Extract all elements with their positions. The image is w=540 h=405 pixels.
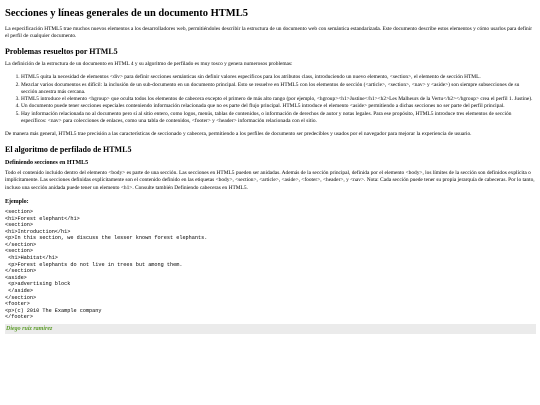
- footer-author: Diego ruiz ramirez: [5, 324, 536, 334]
- list-item: 2. Mezclar varios documentos es difícil: la inclusión de un sub-documento en un documento principal. Esto se resuelve en HTML5 con los elementos de sección (<article>, <section>, <nav> y <aside>) son siempre subsecciones de su sección ancestra más cercana.: [21, 82, 536, 97]
- section-heading-problems: Problemas resueltos por HTML5: [5, 46, 118, 56]
- defining-sections-paragraph: Todo el contenido incluido dentro del elemento <body> es parte de una sección. Las secciones en HTML5 pueden ser anidadas. Además de la sección principal, definida por el elemento <body>, los límites de la sección son definidos explícita o implícitamente. Las secciones definidas explícitamente son el contenido definido en las etiquetas <body>, <section>, <article>, <aside>, <footer>, <header>, y <nav>. Nota: Cada sección puede tener su propia jerarquía de cabeceras. Por lo tanto, incluso una sección anidada puede tener un elemento <h1>. Consulte también Definiendo cabeceras en HTML5.: [5, 169, 535, 191]
- list-item: 1. HTML5 quita la necesidad de elementos <div> para definir secciones semánticas sin definir valores específicos para los atributos class, introduciendo un nuevo elemento, <section>, el elemento de sección HTML.: [21, 74, 536, 81]
- list-item: 5. Hay información relacionada no al documento pero sí al sitio entero, como logos, menús, tablas de contenidos, o información de derechos de autor y notas legales. Para ese propósito, HTML5 introduce tres elementos de sección específicos: <nav> para colecciones de enlaces, como una tabla de contenidos, <footer> y <header> información relacionada con el sitio.: [21, 111, 536, 126]
- problems-closing-paragraph: De manera más general, HTML5 trae precisión a las características de seccionado y cabecera, permitiendo a los perfiles de documento ser predecibles y usados por el navegador para mejorar la experiencia de usuario.: [5, 131, 472, 138]
- intro-paragraph: La especificación HTML5 trae muchos nuevos elementos a los desarrolladores web, permitiéndoles describir la estructura de un documento web con semántica estandarizada. Este documento describe estos elementos y cómo usarlos para definir el perfil de cualquier documento.: [5, 26, 533, 40]
- example-label: Ejemplo:: [5, 198, 29, 205]
- code-example: <section> <h1>Forest elephant</h1> <section> <h1>Introduction</h1> <p>In this section, we discuss the lesser known forest elephants. </section> <section> <h1>Habitat</h1> <p>Forest elephants do not live in trees but among them. </section> <aside> <p>advertising block </aside> </section> <footer> <p>(c) 2010 The Example company </footer>: [5, 208, 208, 321]
- subheading-defining-sections: Definiendo secciones en HTML5: [5, 159, 89, 166]
- list-item: 4. Un documento puede tener secciones especiales conteniendo información relacionada que no es parte del flujo principal. HTML5 introduce el elemento <aside> permitiendo a dichas secciones no ser parte del perfil principal.: [21, 103, 536, 110]
- problems-list: [5, 74, 536, 125]
- section-heading-algorithm: El algoritmo de perfilado de HTML5: [5, 144, 132, 154]
- list-item: 3. HTML5 introduce el elemento <hgroup> que oculta todos los elementos de cabecera excepto el primero de más alto rango (por ejemplo, <hgroup><h1>Justine</h1><h2>Les Malheurs de la Vertu</h2></hgroup> crea el perfil 1. Justine).: [21, 96, 536, 103]
- problems-intro-paragraph: La definición de la estructura de un documento en HTML 4 y su algoritmo de perfilado es muy tosco y genera numerosos problemas:: [5, 60, 293, 67]
- page-title: Secciones y líneas generales de un documento HTML5: [5, 8, 248, 19]
